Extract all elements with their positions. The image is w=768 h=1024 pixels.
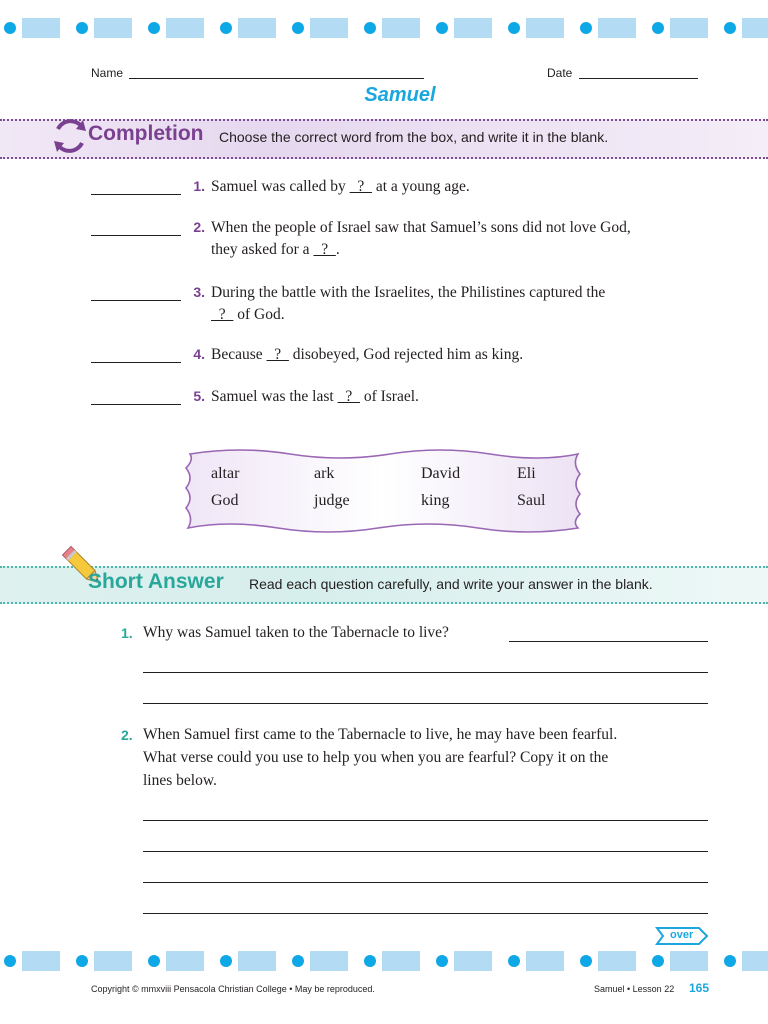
answer-blank[interactable] [91, 362, 181, 363]
over-label: over [670, 929, 694, 941]
short-answer-question: Why was Samuel taken to the Tabernacle to live? [143, 624, 449, 641]
border-dot [76, 955, 88, 967]
name-field[interactable] [129, 78, 424, 79]
answer-line[interactable] [143, 703, 708, 704]
date-label: Date [547, 66, 573, 80]
border-dot [292, 22, 304, 34]
question-text-part: of God. [233, 306, 285, 323]
border-dash [454, 18, 492, 38]
border-dot [220, 955, 232, 967]
cycle-arrows-icon [49, 115, 91, 157]
question-text-part: . [335, 241, 340, 258]
question-text [211, 386, 419, 408]
answer-line[interactable] [143, 882, 708, 883]
question-blank: ? [349, 178, 372, 195]
border-dot [724, 22, 736, 34]
question-text-part: During the battle with the Israelites, the Philistines captured the [211, 284, 606, 301]
question-number: 5. [193, 388, 205, 404]
completion-title: Completion [88, 122, 204, 145]
question-text-part: When the people of Israel saw that Samuel’s sons did not love God, [211, 219, 631, 236]
answer-line[interactable] [143, 913, 708, 914]
copyright: Copyright © mmxviii Pensacola Christian College • May be reproduced. [91, 984, 375, 994]
answer-blank[interactable] [91, 404, 181, 405]
border-dot [4, 955, 16, 967]
border-dot [436, 955, 448, 967]
border-dash [238, 951, 276, 971]
top-border [0, 18, 768, 40]
border-dash [670, 951, 708, 971]
border-dash [598, 951, 636, 971]
answer-line[interactable] [509, 641, 708, 642]
question-text-part: Samuel was the last [211, 388, 338, 405]
question-text-part: of Israel. [359, 388, 419, 405]
question-text [211, 217, 631, 239]
border-dot [76, 22, 88, 34]
word-box-word: ark [314, 465, 335, 482]
short-answer-instructions: Read each question carefully, and write your answer in the blank. [249, 576, 653, 592]
border-dash [22, 951, 60, 971]
border-dash [454, 951, 492, 971]
question-text [211, 282, 605, 304]
border-dot [364, 955, 376, 967]
border-dot [508, 955, 520, 967]
question-text-part: they asked for a [211, 241, 314, 258]
border-dot [580, 955, 592, 967]
question-blank: ? [337, 388, 360, 405]
border-dot [148, 955, 160, 967]
question-text [211, 176, 470, 198]
page-title: Samuel [364, 84, 436, 106]
short-answer-question-line: What verse could you use to help you when you are fearful? Copy it on the [143, 749, 609, 766]
border-dot [436, 22, 448, 34]
border-dot [220, 22, 232, 34]
answer-line[interactable] [143, 851, 708, 852]
lesson-label: Samuel • Lesson 22 [594, 984, 675, 994]
border-dot [508, 22, 520, 34]
border-dash [94, 18, 132, 38]
question-text-part: Because [211, 346, 267, 363]
border-dash [310, 18, 348, 38]
word-box-word: God [211, 492, 239, 509]
border-dot [652, 22, 664, 34]
border-dash [382, 18, 420, 38]
bottom-border [0, 951, 768, 973]
word-box-word: Eli [517, 465, 536, 482]
word-box-word: Saul [517, 492, 546, 509]
question-text [211, 344, 523, 366]
question-number: 2. [193, 219, 205, 235]
answer-line[interactable] [143, 672, 708, 673]
question-text-part: disobeyed, God rejected him as king. [288, 346, 524, 363]
border-dot [4, 22, 16, 34]
question-blank: ? [266, 346, 289, 363]
border-dot [292, 955, 304, 967]
answer-blank[interactable] [91, 235, 181, 236]
question-text-line2 [211, 239, 340, 261]
question-number: 1. [193, 178, 205, 194]
answer-blank[interactable] [91, 194, 181, 195]
question-blank: ? [313, 241, 336, 258]
word-box-word: altar [211, 465, 240, 482]
border-dot [580, 22, 592, 34]
short-answer-number: 2. [121, 727, 133, 743]
question-text-part: at a young age. [372, 178, 470, 195]
short-answer-title: Short Answer [88, 570, 224, 593]
short-answer-question-line: lines below. [143, 772, 217, 789]
answer-line[interactable] [143, 820, 708, 821]
question-blank: ? [211, 306, 234, 323]
border-dash [22, 18, 60, 38]
name-label: Name [91, 66, 124, 80]
question-number: 4. [193, 346, 205, 362]
border-dash [526, 951, 564, 971]
border-dash [598, 18, 636, 38]
date-field[interactable] [579, 78, 698, 79]
border-dash [94, 951, 132, 971]
word-box-word: judge [314, 492, 350, 509]
completion-instructions: Choose the correct word from the box, and write it in the blank. [219, 129, 609, 145]
border-dot [148, 22, 160, 34]
word-box-word: king [421, 492, 450, 509]
question-text-line2 [211, 304, 285, 326]
short-answer-number: 1. [121, 625, 133, 641]
word-box-word: David [421, 465, 461, 482]
border-dash [670, 18, 708, 38]
question-number: 3. [193, 284, 205, 300]
answer-blank[interactable] [91, 300, 181, 301]
border-dash [526, 18, 564, 38]
border-dot [364, 22, 376, 34]
border-dot [724, 955, 736, 967]
page-number: 165 [689, 981, 710, 995]
word-box [180, 446, 586, 534]
border-dash [166, 18, 204, 38]
border-dash [310, 951, 348, 971]
border-dot [652, 955, 664, 967]
border-dash [742, 951, 768, 971]
border-dash [382, 951, 420, 971]
border-dash [238, 18, 276, 38]
question-text-part: Samuel was called by [211, 178, 350, 195]
short-answer-question-line: When Samuel first came to the Tabernacle to live, he may have been fearful. [143, 726, 618, 743]
border-dash [166, 951, 204, 971]
border-dash [742, 18, 768, 38]
